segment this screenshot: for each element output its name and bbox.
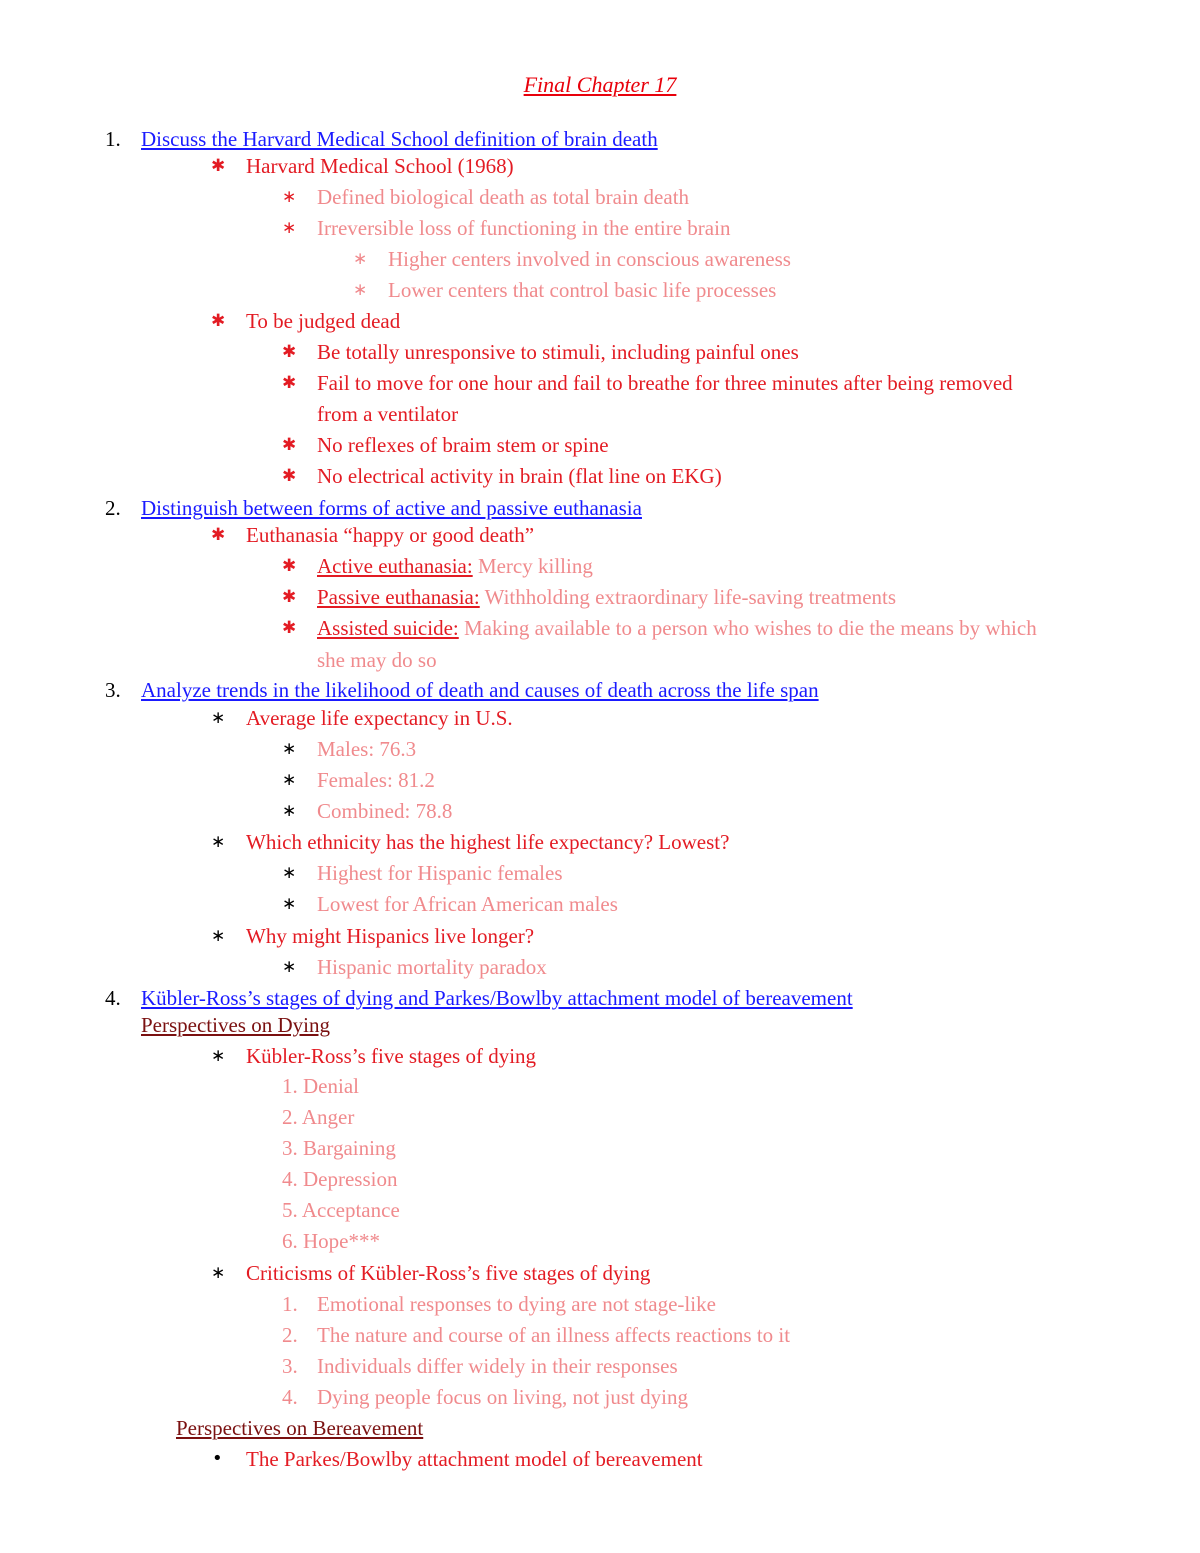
stage-item: 5. Acceptance — [282, 1198, 400, 1222]
criticism-item: The nature and course of an illness affects reactions to it — [317, 1323, 791, 1347]
asterisk-bullet-icon: ∗ — [282, 187, 297, 207]
question-3-heading: Analyze trends in the likelihood of death and causes of death across the life span — [141, 678, 819, 702]
asterisk-bullet-icon: ∗ — [282, 801, 297, 821]
term-label: Assisted suicide: — [317, 616, 459, 640]
stage-item: 4. Depression — [282, 1167, 398, 1191]
q4-bullet-criticisms: Criticisms of Kübler-Ross’s five stages of dying — [246, 1261, 651, 1285]
item-number-3: 3. — [105, 678, 121, 702]
term-definition: Withholding extraordinary life-saving treatments — [479, 585, 897, 609]
q1-sub-defined: Defined biological death as total brain death — [317, 185, 690, 209]
q3-sub-lowest: Lowest for African American males — [317, 892, 618, 916]
q3-sub-highest: Highest for Hispanic females — [317, 861, 563, 885]
q1-sub-fail-to-move-line1: Fail to move for one hour and fail to breathe for three minutes after being removed — [317, 371, 1013, 395]
q3-bullet-ethnicity: Which ethnicity has the highest life expectancy? Lowest? — [246, 830, 730, 854]
term-label: Passive euthanasia: — [317, 585, 480, 609]
asterisk-bullet-icon: ✱ — [282, 373, 297, 393]
asterisk-bullet-icon: ✱ — [282, 556, 297, 576]
q1-bullet-judged-dead: To be judged dead — [246, 309, 401, 333]
stage-item: 2. Anger — [282, 1105, 355, 1129]
term-definition: Mercy killing — [472, 554, 593, 578]
asterisk-bullet-icon: ∗ — [282, 894, 297, 914]
criticism-number: 2. — [282, 1323, 298, 1347]
asterisk-bullet-icon: ✱ — [282, 435, 297, 455]
asterisk-bullet-icon: ∗ — [282, 739, 297, 759]
asterisk-bullet-icon: ∗ — [353, 249, 368, 269]
stage-item: 1. Denial — [282, 1074, 359, 1098]
item-number-1: 1. — [105, 127, 121, 151]
asterisk-bullet-icon: ∗ — [211, 708, 226, 728]
q1-sub-fail-to-move-line2: from a ventilator — [317, 402, 459, 426]
criticism-number: 3. — [282, 1354, 298, 1378]
q1-sub-irreversible: Irreversible loss of functioning in the entire brain — [317, 216, 731, 240]
question-4-heading: Kübler-Ross’s stages of dying and Parkes/Bowlby attachment model of bereavement — [141, 986, 853, 1010]
criticism-item: Dying people focus on living, not just dying — [317, 1385, 688, 1409]
asterisk-bullet-icon: ✱ — [211, 311, 226, 331]
asterisk-bullet-icon: ∗ — [282, 957, 297, 977]
asterisk-bullet-icon: ∗ — [282, 770, 297, 790]
criticism-number: 4. — [282, 1385, 298, 1409]
asterisk-bullet-icon: ∗ — [282, 218, 297, 238]
criticism-number: 1. — [282, 1292, 298, 1316]
criticism-item: Individuals differ widely in their responses — [317, 1354, 678, 1378]
q3-sub-paradox: Hispanic mortality paradox — [317, 955, 547, 979]
question-1-heading: Discuss the Harvard Medical School definition of brain death — [141, 127, 658, 151]
asterisk-bullet-icon: ✱ — [282, 587, 297, 607]
term-definition: Making available to a person who wishes to die the means by which — [458, 616, 1037, 640]
asterisk-bullet-icon: ✱ — [211, 156, 226, 176]
q2-sub-active — [317, 553, 593, 579]
q1-sub-unresponsive: Be totally unresponsive to stimuli, including painful ones — [317, 340, 799, 364]
q2-sub-assisted-line2: she may do so — [317, 648, 437, 672]
asterisk-bullet-icon: ✱ — [282, 618, 297, 638]
stage-item: 6. Hope*** — [282, 1229, 380, 1253]
q1-bullet-harvard: Harvard Medical School (1968) — [246, 154, 514, 178]
asterisk-bullet-icon: ∗ — [211, 1263, 226, 1283]
q1-subsub-lower: Lower centers that control basic life processes — [388, 278, 777, 302]
q2-sub-passive — [317, 584, 896, 610]
term-label: Active euthanasia: — [317, 554, 473, 578]
q4-bullet-five-stages: Kübler-Ross’s five stages of dying — [246, 1044, 537, 1068]
question-2-heading: Distinguish between forms of active and passive euthanasia — [141, 496, 642, 520]
q3-sub-males: Males: 76.3 — [317, 737, 417, 761]
q4-bullet-parkes-bowlby: The Parkes/Bowlby attachment model of bereavement — [246, 1447, 703, 1471]
round-bullet-icon: • — [212, 1448, 223, 1469]
q2-bullet-euthanasia: Euthanasia “happy or good death” — [246, 523, 535, 547]
q1-sub-no-reflexes: No reflexes of braim stem or spine — [317, 433, 609, 457]
document-title: Final Chapter 17 — [523, 72, 677, 97]
item-number-4: 4. — [105, 986, 121, 1010]
asterisk-bullet-icon: ∗ — [211, 1046, 226, 1066]
q3-sub-females: Females: 81.2 — [317, 768, 435, 792]
asterisk-bullet-icon: ∗ — [211, 832, 226, 852]
q2-sub-assisted — [317, 615, 1037, 641]
subheading-perspectives-bereavement: Perspectives on Bereavement — [176, 1416, 424, 1440]
criticism-item: Emotional responses to dying are not stage-like — [317, 1292, 716, 1316]
item-number-2: 2. — [105, 496, 121, 520]
asterisk-bullet-icon: ∗ — [211, 926, 226, 946]
asterisk-bullet-icon: ✱ — [211, 525, 226, 545]
stage-item: 3. Bargaining — [282, 1136, 396, 1160]
subheading-perspectives-dying: Perspectives on Dying — [141, 1013, 330, 1037]
q3-sub-combined: Combined: 78.8 — [317, 799, 453, 823]
asterisk-bullet-icon: ∗ — [353, 280, 368, 300]
q1-subsub-higher: Higher centers involved in conscious awareness — [388, 247, 791, 271]
q3-bullet-why-hispanics: Why might Hispanics live longer? — [246, 924, 535, 948]
q3-bullet-avg-life: Average life expectancy in U.S. — [246, 706, 513, 730]
asterisk-bullet-icon: ✱ — [282, 466, 297, 486]
asterisk-bullet-icon: ∗ — [282, 863, 297, 883]
asterisk-bullet-icon: ✱ — [282, 342, 297, 362]
q1-sub-no-electrical: No electrical activity in brain (flat line on EKG) — [317, 464, 722, 488]
